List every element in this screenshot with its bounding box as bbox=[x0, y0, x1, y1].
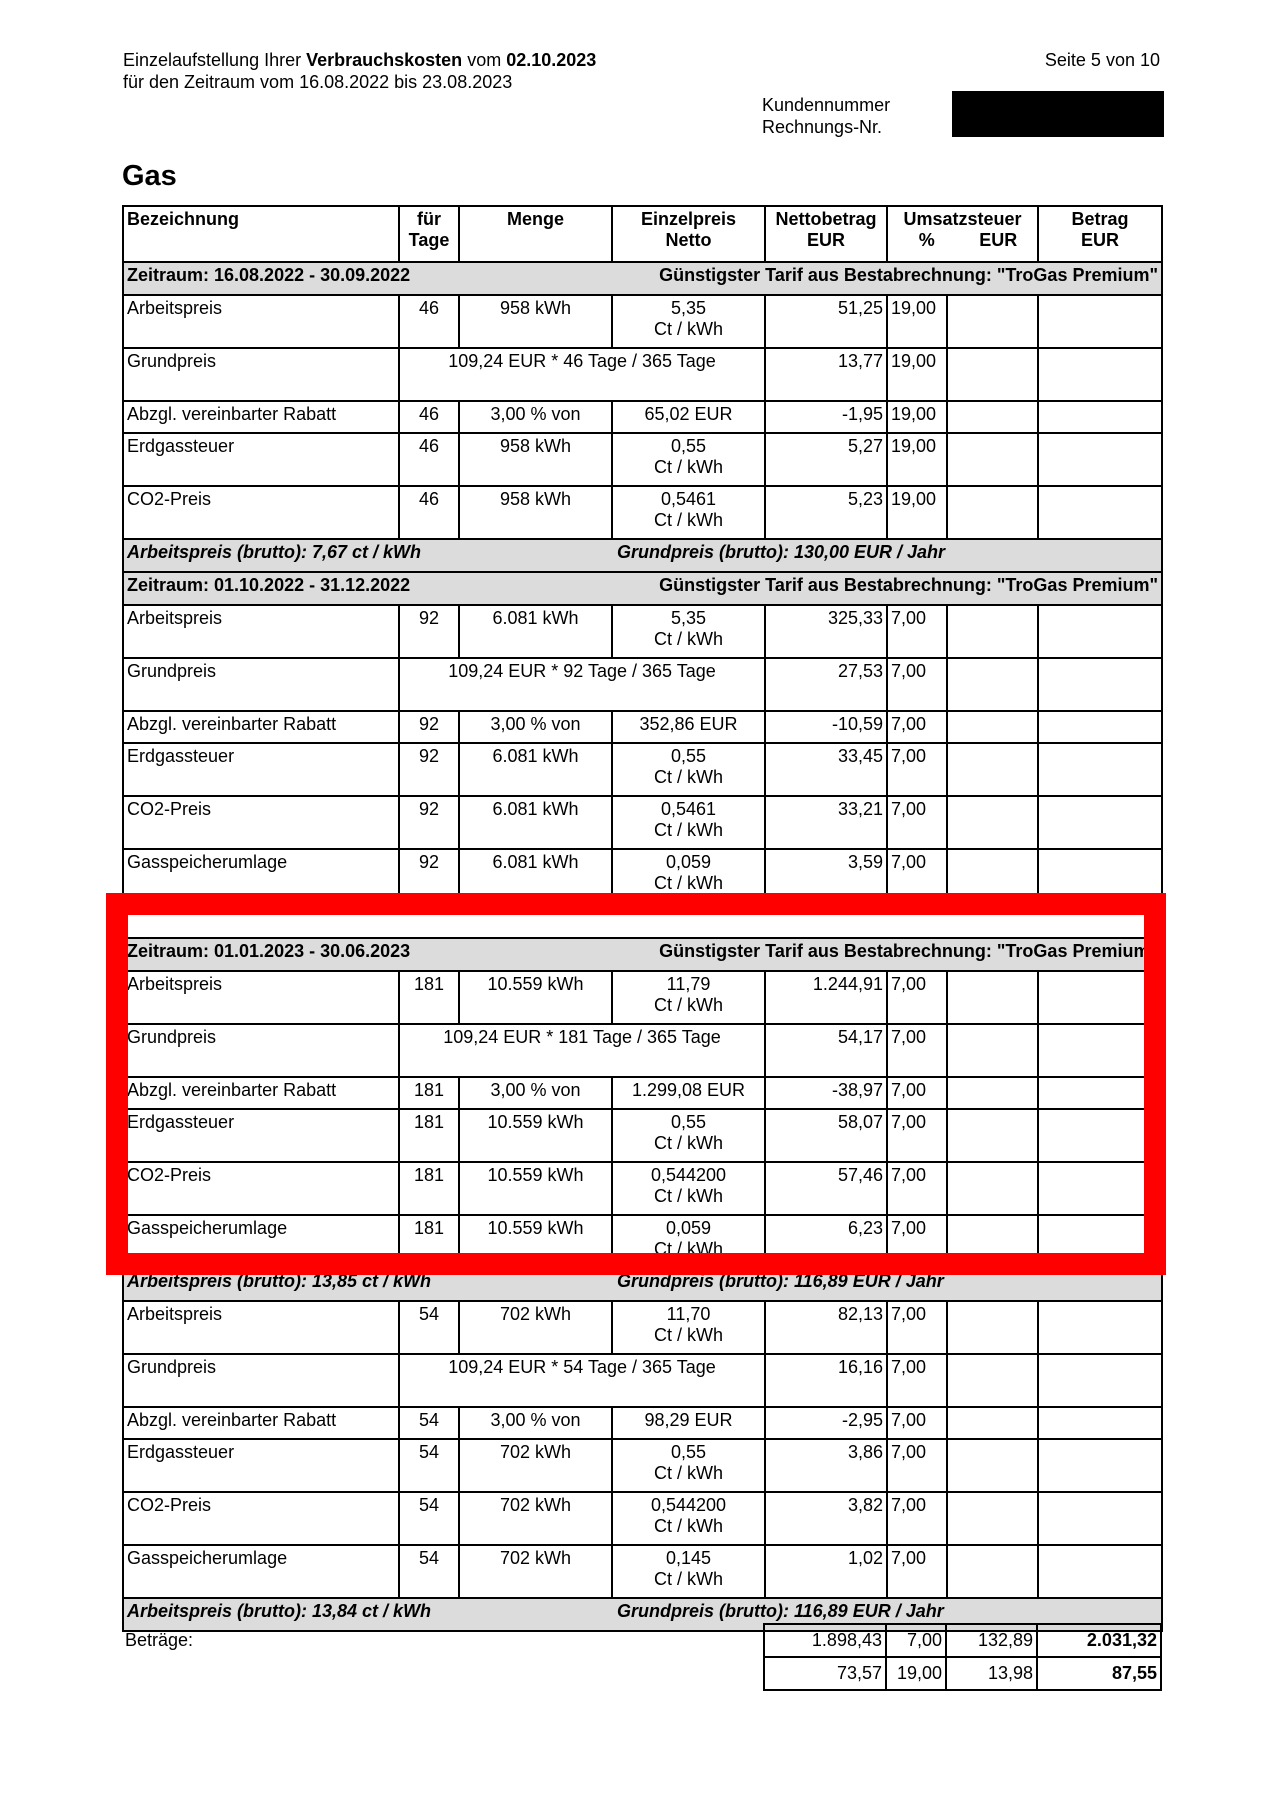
row-bezeichnung: Abzgl. vereinbarter Rabatt bbox=[123, 1077, 399, 1109]
row-betrag bbox=[1038, 711, 1162, 743]
row-bezeichnung: Arbeitspreis bbox=[123, 295, 399, 348]
row-bezeichnung: Gasspeicherumlage bbox=[123, 1545, 399, 1598]
row-ust-percent: 7,00 bbox=[887, 658, 947, 711]
row-einzelpreis bbox=[612, 295, 765, 348]
period-header-row bbox=[123, 262, 1162, 295]
col-menge: Menge bbox=[459, 206, 612, 262]
row-bezeichnung: Abzgl. vereinbarter Rabatt bbox=[123, 711, 399, 743]
row-ust-percent: 7,00 bbox=[887, 1407, 947, 1439]
customer-number-label: Kundennummer bbox=[762, 95, 891, 115]
unit-price: 5,35 bbox=[670, 298, 707, 318]
table-row bbox=[123, 711, 1162, 743]
row-menge: 3,00 % von bbox=[459, 1077, 612, 1109]
row-ust-percent: 7,00 bbox=[887, 1077, 947, 1109]
row-einzelpreis bbox=[612, 796, 765, 849]
totals-label: Beträge: bbox=[125, 1630, 194, 1650]
row-ust-eur bbox=[947, 605, 1038, 658]
row-menge: 3,00 % von bbox=[459, 711, 612, 743]
unit-label: Ct / kWh bbox=[653, 1186, 723, 1206]
table-row bbox=[123, 486, 1162, 539]
row-betrag bbox=[1038, 1407, 1162, 1439]
totals-table bbox=[122, 1623, 1162, 1691]
row-nettobetrag: 5,27 bbox=[765, 433, 887, 486]
row-ust-percent: 19,00 bbox=[887, 433, 947, 486]
row-einzelpreis bbox=[612, 401, 765, 433]
brutto-arbeitspreis: Arbeitspreis (brutto): 13,85 ct / kWh bbox=[127, 1271, 432, 1291]
brutto-grundpreis: Grundpreis (brutto): 130,00 EUR / Jahr bbox=[617, 542, 946, 562]
row-ust-eur bbox=[947, 1354, 1038, 1407]
row-menge: 958 kWh bbox=[459, 295, 612, 348]
row-ust-percent: 7,00 bbox=[887, 605, 947, 658]
row-ust-eur bbox=[947, 743, 1038, 796]
period-label: Zeitraum: 16.08.2022 - 30.09.2022 bbox=[127, 265, 411, 285]
row-ust-eur bbox=[947, 295, 1038, 348]
row-tage: 181 bbox=[399, 1109, 459, 1162]
page-number: Seite 5 von 10 bbox=[1044, 50, 1160, 70]
row-formula: 109,24 EUR * 181 Tage / 365 Tage bbox=[399, 1024, 765, 1077]
total-ust-eur: 132,89 bbox=[946, 1624, 1037, 1657]
row-nettobetrag: -10,59 bbox=[765, 711, 887, 743]
row-ust-percent: 7,00 bbox=[887, 1545, 947, 1598]
table-row bbox=[123, 796, 1162, 849]
row-menge: 6.081 kWh bbox=[459, 796, 612, 849]
row-tage: 181 bbox=[399, 1162, 459, 1215]
col-umsatzsteuer: Umsatzsteuer % EUR bbox=[887, 206, 1038, 262]
row-tage: 92 bbox=[399, 796, 459, 849]
row-betrag bbox=[1038, 743, 1162, 796]
row-tage: 54 bbox=[399, 1492, 459, 1545]
table-row bbox=[123, 1545, 1162, 1598]
row-einzelpreis bbox=[612, 1492, 765, 1545]
table-row bbox=[123, 1354, 1162, 1407]
total-ust-percent: 7,00 bbox=[886, 1624, 946, 1657]
row-ust-percent: 7,00 bbox=[887, 743, 947, 796]
row-betrag bbox=[1038, 486, 1162, 539]
period-label: Zeitraum: 01.01.2023 - 30.06.2023 bbox=[127, 941, 411, 961]
unit-price: 0,55 bbox=[670, 436, 707, 456]
row-ust-percent: 7,00 bbox=[887, 849, 947, 902]
row-betrag bbox=[1038, 401, 1162, 433]
table-row bbox=[123, 348, 1162, 401]
row-menge: 958 kWh bbox=[459, 486, 612, 539]
row-menge: 10.559 kWh bbox=[459, 1215, 612, 1268]
row-ust-eur bbox=[947, 1492, 1038, 1545]
row-menge: 702 kWh bbox=[459, 1439, 612, 1492]
row-nettobetrag: 1.244,91 bbox=[765, 971, 887, 1024]
row-tage: 92 bbox=[399, 849, 459, 902]
unit-price: 1.299,08 EUR bbox=[631, 1080, 746, 1100]
unit-price: 5,35 bbox=[670, 608, 707, 628]
brutto-summary-row bbox=[123, 539, 1162, 572]
row-nettobetrag: 3,82 bbox=[765, 1492, 887, 1545]
col-nettobetrag: Nettobetrag EUR bbox=[765, 206, 887, 262]
row-ust-percent: 7,00 bbox=[887, 1301, 947, 1354]
unit-label: Ct / kWh bbox=[653, 1516, 723, 1536]
unit-label: Ct / kWh bbox=[653, 995, 723, 1015]
row-bezeichnung: Grundpreis bbox=[123, 348, 399, 401]
redaction-box bbox=[952, 91, 1164, 137]
row-tage: 54 bbox=[399, 1407, 459, 1439]
total-netto: 1.898,43 bbox=[764, 1624, 886, 1657]
row-ust-percent: 7,00 bbox=[887, 1109, 947, 1162]
row-nettobetrag: 51,25 bbox=[765, 295, 887, 348]
row-formula: 109,24 EUR * 46 Tage / 365 Tage bbox=[399, 348, 765, 401]
table-row bbox=[123, 401, 1162, 433]
unit-price: 0,544200 bbox=[650, 1165, 727, 1185]
row-ust-eur bbox=[947, 1545, 1038, 1598]
row-ust-percent: 7,00 bbox=[887, 1439, 947, 1492]
row-tage: 46 bbox=[399, 401, 459, 433]
row-einzelpreis bbox=[612, 743, 765, 796]
row-nettobetrag: 13,77 bbox=[765, 348, 887, 401]
row-tage: 92 bbox=[399, 605, 459, 658]
col-tage: für Tage bbox=[399, 206, 459, 262]
totals-row bbox=[122, 1624, 1161, 1657]
row-menge: 702 kWh bbox=[459, 1301, 612, 1354]
row-nettobetrag: 33,21 bbox=[765, 796, 887, 849]
row-formula: 109,24 EUR * 92 Tage / 365 Tage bbox=[399, 658, 765, 711]
row-nettobetrag: 82,13 bbox=[765, 1301, 887, 1354]
row-ust-percent: 7,00 bbox=[887, 1215, 947, 1268]
unit-label: Ct / kWh bbox=[653, 629, 723, 649]
section-title: Gas bbox=[122, 160, 177, 192]
unit-price: 0,5461 bbox=[660, 489, 717, 509]
row-nettobetrag: 6,23 bbox=[765, 1215, 887, 1268]
row-ust-eur bbox=[947, 711, 1038, 743]
row-nettobetrag: 33,45 bbox=[765, 743, 887, 796]
table-row bbox=[123, 1301, 1162, 1354]
col-bezeichnung: Bezeichnung bbox=[123, 206, 399, 262]
row-einzelpreis bbox=[612, 486, 765, 539]
unit-price: 11,70 bbox=[666, 1304, 711, 1324]
unit-price: 352,86 EUR bbox=[639, 714, 738, 734]
row-bezeichnung: Arbeitspreis bbox=[123, 1301, 399, 1354]
unit-label: Ct / kWh bbox=[653, 319, 723, 339]
table-row bbox=[123, 658, 1162, 711]
row-tage: 92 bbox=[399, 743, 459, 796]
unit-price: 0,544200 bbox=[650, 1495, 727, 1515]
period-label: Zeitraum: 01.10.2022 - 31.12.2022 bbox=[127, 575, 411, 595]
row-tage: 54 bbox=[399, 1545, 459, 1598]
row-ust-percent: 7,00 bbox=[887, 711, 947, 743]
row-betrag bbox=[1038, 1301, 1162, 1354]
table-row bbox=[123, 605, 1162, 658]
unit-label: Ct / kWh bbox=[653, 1325, 723, 1345]
total-ust-percent: 19,00 bbox=[886, 1657, 946, 1690]
row-ust-percent: 19,00 bbox=[887, 295, 947, 348]
row-menge: 10.559 kWh bbox=[459, 971, 612, 1024]
row-betrag bbox=[1038, 1492, 1162, 1545]
period-header-row bbox=[123, 572, 1162, 605]
row-bezeichnung: Abzgl. vereinbarter Rabatt bbox=[123, 401, 399, 433]
row-bezeichnung: Erdgassteuer bbox=[123, 433, 399, 486]
row-ust-eur bbox=[947, 796, 1038, 849]
row-nettobetrag: 27,53 bbox=[765, 658, 887, 711]
table-row bbox=[123, 295, 1162, 348]
unit-price: 0,5461 bbox=[660, 799, 717, 819]
invoice-number-label: Rechnungs-Nr. bbox=[762, 117, 883, 137]
row-bezeichnung: Grundpreis bbox=[123, 658, 399, 711]
unit-label: Ct / kWh bbox=[653, 457, 723, 477]
row-ust-percent: 19,00 bbox=[887, 401, 947, 433]
row-bezeichnung: Abzgl. vereinbarter Rabatt bbox=[123, 1407, 399, 1439]
row-nettobetrag: 58,07 bbox=[765, 1109, 887, 1162]
unit-label: Ct / kWh bbox=[653, 1133, 723, 1153]
row-bezeichnung: Grundpreis bbox=[123, 1354, 399, 1407]
customer-info-labels bbox=[762, 94, 890, 138]
table-row bbox=[123, 1492, 1162, 1545]
row-menge: 702 kWh bbox=[459, 1492, 612, 1545]
row-ust-percent: 7,00 bbox=[887, 1024, 947, 1077]
brutto-grundpreis: Grundpreis (brutto): 116,89 EUR / Jahr bbox=[617, 1601, 944, 1621]
row-bezeichnung: CO2-Preis bbox=[123, 796, 399, 849]
unit-price: 0,55 bbox=[670, 1112, 707, 1132]
unit-label: Ct / kWh bbox=[653, 1569, 723, 1589]
row-einzelpreis bbox=[612, 1301, 765, 1354]
row-ust-eur bbox=[947, 658, 1038, 711]
row-bezeichnung: Erdgassteuer bbox=[123, 743, 399, 796]
row-ust-percent: 7,00 bbox=[887, 971, 947, 1024]
tariff-label: Günstigster Tarif aus Bestabrechnung: "TroGas Premium" bbox=[659, 265, 1159, 285]
row-betrag bbox=[1038, 433, 1162, 486]
row-betrag bbox=[1038, 295, 1162, 348]
row-ust-percent: 7,00 bbox=[887, 1354, 947, 1407]
row-bezeichnung: Arbeitspreis bbox=[123, 605, 399, 658]
row-nettobetrag: 325,33 bbox=[765, 605, 887, 658]
row-ust-eur bbox=[947, 1301, 1038, 1354]
row-einzelpreis bbox=[612, 605, 765, 658]
row-betrag bbox=[1038, 1354, 1162, 1407]
row-menge: 10.559 kWh bbox=[459, 1109, 612, 1162]
row-betrag bbox=[1038, 796, 1162, 849]
unit-label: Ct / kWh bbox=[653, 767, 723, 787]
totals-label bbox=[122, 1657, 764, 1690]
unit-label: Ct / kWh bbox=[653, 873, 723, 893]
unit-price: 0,059 bbox=[665, 852, 712, 872]
unit-price: 11,79 bbox=[666, 974, 711, 994]
row-menge: 6.081 kWh bbox=[459, 743, 612, 796]
row-ust-eur bbox=[947, 1439, 1038, 1492]
row-nettobetrag: 3,86 bbox=[765, 1439, 887, 1492]
row-tage: 181 bbox=[399, 1215, 459, 1268]
row-menge: 702 kWh bbox=[459, 1545, 612, 1598]
row-einzelpreis bbox=[612, 1407, 765, 1439]
total-ust-eur: 13,98 bbox=[946, 1657, 1037, 1690]
row-menge: 10.559 kWh bbox=[459, 1162, 612, 1215]
row-nettobetrag: 16,16 bbox=[765, 1354, 887, 1407]
col-einzelpreis: Einzelpreis Netto bbox=[612, 206, 765, 262]
row-bezeichnung: Gasspeicherumlage bbox=[123, 1215, 399, 1268]
tariff-label: Günstigster Tarif aus Bestabrechnung: "TroGas Premium" bbox=[659, 941, 1159, 961]
row-bezeichnung: CO2-Preis bbox=[123, 1162, 399, 1215]
row-ust-percent: 19,00 bbox=[887, 348, 947, 401]
row-nettobetrag: -38,97 bbox=[765, 1077, 887, 1109]
row-ust-eur bbox=[947, 433, 1038, 486]
row-nettobetrag: 3,59 bbox=[765, 849, 887, 902]
row-tage: 92 bbox=[399, 711, 459, 743]
row-betrag bbox=[1038, 1439, 1162, 1492]
row-ust-eur bbox=[947, 1407, 1038, 1439]
row-nettobetrag: 1,02 bbox=[765, 1545, 887, 1598]
row-tage: 54 bbox=[399, 1301, 459, 1354]
row-menge: 3,00 % von bbox=[459, 1407, 612, 1439]
table-row bbox=[123, 433, 1162, 486]
row-betrag bbox=[1038, 658, 1162, 711]
row-ust-eur bbox=[947, 348, 1038, 401]
row-betrag bbox=[1038, 1545, 1162, 1598]
unit-label: Ct / kWh bbox=[653, 1463, 723, 1483]
row-menge: 6.081 kWh bbox=[459, 849, 612, 902]
row-einzelpreis bbox=[612, 1545, 765, 1598]
total-betrag: 2.031,32 bbox=[1037, 1624, 1161, 1657]
row-tage: 181 bbox=[399, 1077, 459, 1109]
unit-price: 65,02 EUR bbox=[644, 404, 733, 424]
row-bezeichnung: Grundpreis bbox=[123, 1024, 399, 1077]
row-bezeichnung: CO2-Preis bbox=[123, 1492, 399, 1545]
unit-price: 98,29 EUR bbox=[644, 1410, 733, 1430]
statement-title: Einzelaufstellung Ihrer Verbrauchskosten vom 02.10.2023 bbox=[123, 50, 597, 70]
tariff-label: Günstigster Tarif aus Bestabrechnung: "TroGas Premium" bbox=[659, 575, 1159, 595]
table-row bbox=[123, 1439, 1162, 1492]
row-tage: 181 bbox=[399, 971, 459, 1024]
total-netto: 73,57 bbox=[764, 1657, 886, 1690]
totals-row bbox=[122, 1657, 1161, 1690]
row-menge: 958 kWh bbox=[459, 433, 612, 486]
table-row bbox=[123, 1407, 1162, 1439]
row-tage: 46 bbox=[399, 295, 459, 348]
row-betrag bbox=[1038, 348, 1162, 401]
row-tage: 46 bbox=[399, 433, 459, 486]
row-ust-eur bbox=[947, 486, 1038, 539]
unit-price: 0,059 bbox=[665, 1218, 712, 1238]
row-nettobetrag: 54,17 bbox=[765, 1024, 887, 1077]
unit-label: Ct / kWh bbox=[653, 510, 723, 530]
row-bezeichnung: Arbeitspreis bbox=[123, 971, 399, 1024]
row-ust-percent: 7,00 bbox=[887, 1162, 947, 1215]
row-menge: 6.081 kWh bbox=[459, 605, 612, 658]
row-menge: 3,00 % von bbox=[459, 401, 612, 433]
unit-price: 0,55 bbox=[670, 1442, 707, 1462]
col-betrag: Betrag EUR bbox=[1038, 206, 1162, 262]
row-nettobetrag: -1,95 bbox=[765, 401, 887, 433]
row-einzelpreis bbox=[612, 711, 765, 743]
highlight-frame bbox=[106, 893, 1166, 1275]
brutto-arbeitspreis: Arbeitspreis (brutto): 7,67 ct / kWh bbox=[127, 542, 422, 562]
row-ust-percent: 7,00 bbox=[887, 1492, 947, 1545]
row-nettobetrag: 5,23 bbox=[765, 486, 887, 539]
brutto-grundpreis: Grundpreis (brutto): 116,89 EUR / Jahr bbox=[617, 1271, 944, 1291]
row-ust-percent: 19,00 bbox=[887, 486, 947, 539]
row-tage: 46 bbox=[399, 486, 459, 539]
unit-price: 0,55 bbox=[670, 746, 707, 766]
row-bezeichnung: CO2-Preis bbox=[123, 486, 399, 539]
unit-price: 0,145 bbox=[665, 1548, 712, 1568]
unit-label: Ct / kWh bbox=[653, 820, 723, 840]
row-formula: 109,24 EUR * 54 Tage / 365 Tage bbox=[399, 1354, 765, 1407]
unit-label: Ct / kWh bbox=[653, 1239, 723, 1259]
column-header-row bbox=[123, 206, 1162, 262]
row-nettobetrag: 57,46 bbox=[765, 1162, 887, 1215]
row-tage: 54 bbox=[399, 1439, 459, 1492]
table-row bbox=[123, 743, 1162, 796]
statement-period: für den Zeitraum vom 16.08.2022 bis 23.08.2023 bbox=[123, 72, 513, 92]
row-einzelpreis bbox=[612, 433, 765, 486]
row-betrag bbox=[1038, 605, 1162, 658]
row-einzelpreis bbox=[612, 1439, 765, 1492]
brutto-arbeitspreis: Arbeitspreis (brutto): 13,84 ct / kWh bbox=[127, 1601, 432, 1621]
row-bezeichnung: Erdgassteuer bbox=[123, 1439, 399, 1492]
row-bezeichnung: Erdgassteuer bbox=[123, 1109, 399, 1162]
row-ust-percent: 7,00 bbox=[887, 796, 947, 849]
row-bezeichnung: Gasspeicherumlage bbox=[123, 849, 399, 902]
row-nettobetrag: -2,95 bbox=[765, 1407, 887, 1439]
total-betrag: 87,55 bbox=[1037, 1657, 1161, 1690]
row-ust-eur bbox=[947, 401, 1038, 433]
